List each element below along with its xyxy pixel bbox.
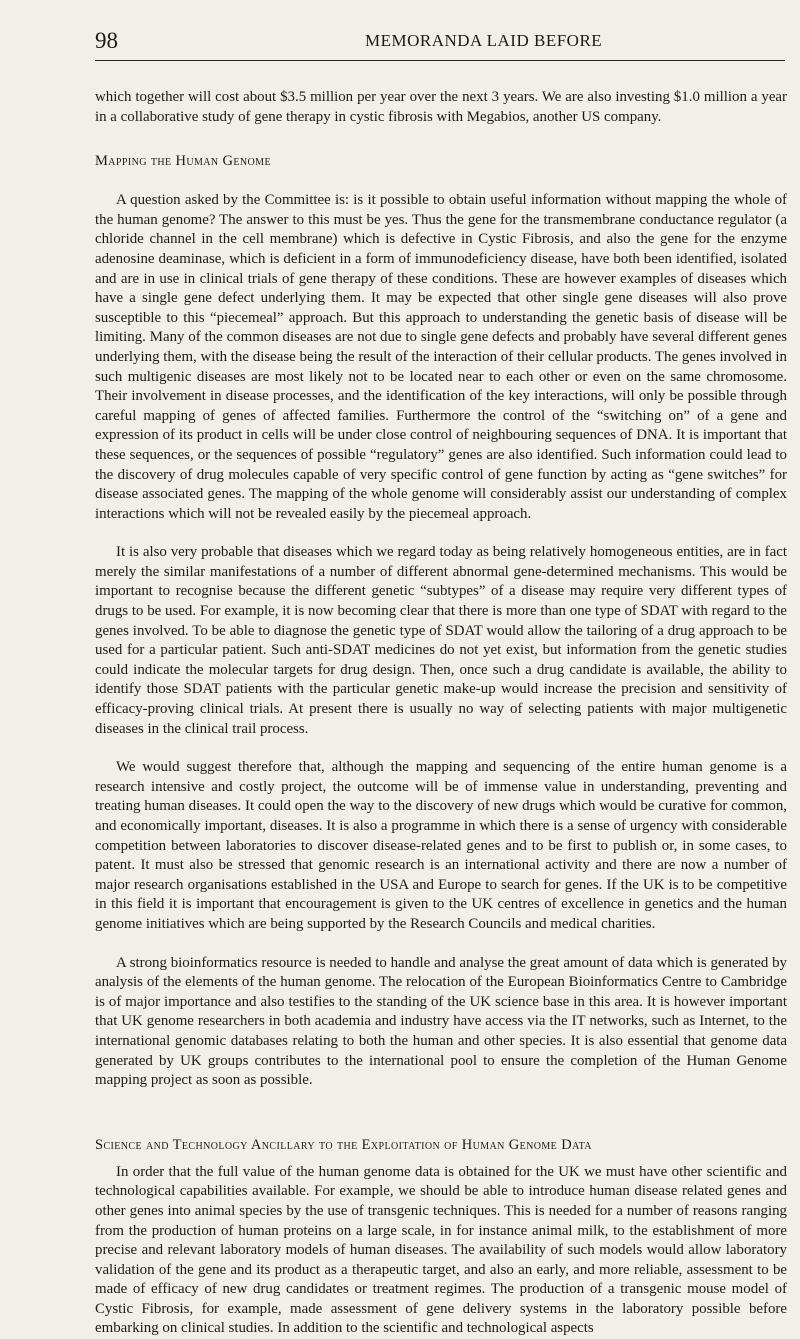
- running-head: MEMORANDA LAID BEFORE: [365, 31, 603, 50]
- paragraph-2: It is also very probable that diseases which we regard today as being relatively homogeneous entities, are in fact merely the similar manifestations of a number of different abnormal gene-determined mechanisms. This would be important to recognise because the different genetic “subtypes” of a disease may require very different types of drugs to be used. For example, it is now becoming clear that there is more than one type of SDAT with regard to the genes involved. To be able to diagnose the genetic type of SDAT would allow the tailoring of a drug approach to be used for a particular patient. Such anti-SDAT medicines do not yet exist, but information from the genetic studies could indicate the molecular targets for drug design. Then, once such a drug candidate is available, the ability to identify those SDAT patients with the particular genetic make-up would increase the precision and sensitivity of efficacy-proving clinical trials. At present there is usually no way of selecting patients with major multigenetic diseases in the clinical trail process.: [95, 544, 787, 737]
- page-number: 98: [95, 28, 118, 53]
- section-heading-mapping: Mapping the Human Genome: [95, 153, 271, 170]
- body-text: [95, 88, 787, 1339]
- header-rule: [95, 60, 785, 61]
- paragraph-3: We would suggest therefore that, although the mapping and sequencing of the entire human genome is a research intensive and costly project, the outcome will be of immense value in understanding, preventing and treating human diseases. It could open the way to the discovery of new drugs which would be curative for common, and economically important, diseases. It is also a programme in which there is a sense of urgency with considerable competition between laboratories to discover disease-related genes and to be first to publish or, in some cases, to patent. It must also be stressed that genomic research is an international activity and there are now a number of major research organisations established in the USA and Europe to search for genes. If the UK is to be competitive in this field it is important that encouragement is given to the UK centres of excellence in genetics and the human genome initiatives which are being supported by the Research Councils and medical charities.: [95, 759, 787, 932]
- paragraph-4: A strong bioinformatics resource is needed to handle and analyse the great amount of data which is generated by analysis of the elements of the human genome. The relocation of the European Bioinformatics Centre to Cambridge is of major importance and also testifies to the standing of the UK science base in this area. It is however important that UK genome researchers in both academia and industry have access via the IT networks, such as Internet, to the international genomic databases relating to both the human and other species. It is also essential that genome data generated by UK groups contributes to the international pool to ensure the completion of the Human Genome mapping project as soon as possible.: [95, 954, 787, 1089]
- paragraph-1: A question asked by the Committee is: is it possible to obtain useful information without mapping the whole of the human genome? The answer to this must be yes. Thus the gene for the transmembrane conductance regulator (a chloride channel in the cell membrane) which is defective in Cystic Fibrosis, and also the gene for the enzyme adenosine deaminase, which is deficient in a form of immunodeficiency disease, have both been identified, isolated and are in use in clinical trials of gene therapy of these conditions. These are however examples of diseases which have a single gene defect underlying them. It may be expected that other single gene diseases will also prove susceptible to this “piecemeal” approach. But this approach to understanding the genetic basis of disease will be limiting. Many of the common diseases are not due to single gene defects and probably have several different genes underlying them, with the disease being the result of the interaction of their cellular products. The genes involved in such multigenic diseases are most likely not to be located near to each other or even on the same chromosome. Their involvement in disease processes, and the identification of the key interactions, will only be possible through careful mapping of genes of affected families. Furthermore the control of the “switching on” of a gene and expression of its product in cells will be under close control of neighbouring sequences of DNA. It is important that these sequences, or the sequences of possible “regulatory” genes are also identified. Such information could lead to the discovery of drug molecules capable of very specific control of gene function by acting as “gene switches” for disease associated genes. The mapping of the whole genome will considerably assist our understanding of complex interactions which will not be revealed easily by the piecemeal approach.: [95, 192, 787, 522]
- intro-paragraph: which together will cost about $3.5 million per year over the next 3 years. We are also investing $1.0 million a year in a collaborative study of gene therapy in cystic fibrosis with Megabios, another US company.: [95, 89, 787, 125]
- paragraph-5: In order that the full value of the human genome data is obtained for the UK we must have other scientific and technological capabilities available. For example, we should be able to introduce human disease related genes and other genes into animal species by the use of transgenic techniques. This is needed for a number of reasons ranging from the production of human proteins on a large scale, in for instance animal milk, to the establishment of more precise and relevant laboratory models of human diseases. The availability of such models would allow laboratory validation of the gene and its product as a therapeutic target, and also an early, and more reliable, assessment to be made of efficacy of new drug candidates or treatment regimes. The production of a transgenic mouse model of Cystic Fibrosis, for example, made assessment of gene delivery systems in the laboratory possible before embarking on clinical studies. In addition to the scientific and technological aspects: [95, 1163, 787, 1337]
- section-heading-science: Science and Technology Ancillary to the Exploitation of Human Genome Data: [95, 1136, 592, 1153]
- page-header: [95, 28, 785, 58]
